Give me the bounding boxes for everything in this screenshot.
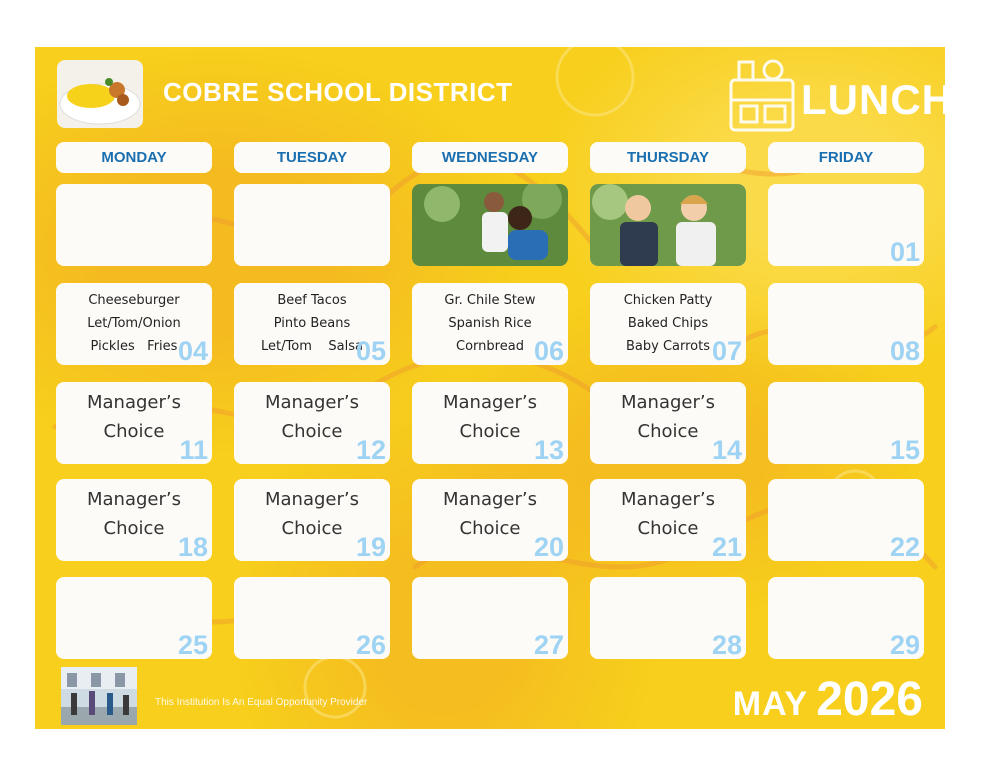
calendar-cell xyxy=(56,382,212,464)
kids-photo-cell xyxy=(590,184,746,266)
date-number: 11 xyxy=(179,435,208,465)
day-header-tuesday: TUESDAY xyxy=(234,142,390,173)
menu-line: Manager’s xyxy=(265,489,359,510)
lunch-calendar xyxy=(35,47,953,729)
menu-line: Let/Tom/Onion xyxy=(87,316,181,331)
month-year xyxy=(733,672,923,727)
school-photo xyxy=(61,667,137,725)
day-header-friday: FRIDAY xyxy=(768,142,924,173)
menu-line: Beef Tacos xyxy=(277,293,347,308)
menu-line: Baked Chips xyxy=(627,316,709,331)
menu-line: Cornbread xyxy=(456,339,524,354)
menu-line: Manager’s xyxy=(87,489,181,510)
day-header-wednesday: WEDNESDAY xyxy=(412,142,568,173)
menu-line: Manager’s xyxy=(621,392,715,413)
date-number: 13 xyxy=(533,435,564,465)
date-number: 21 xyxy=(711,532,742,562)
calendar-cell xyxy=(768,577,924,659)
menu-line: Manager’s xyxy=(621,489,715,510)
calendar-cell xyxy=(234,382,390,464)
calendar-cell xyxy=(412,382,568,464)
day-header-thursday: THURSDAY xyxy=(590,142,746,173)
lunch-title: LUNCH xyxy=(801,76,953,123)
calendar-cell xyxy=(590,577,746,659)
calendar-cell xyxy=(768,184,924,266)
menu-line: Choice xyxy=(459,421,521,442)
menu-line: Choice xyxy=(637,421,699,442)
menu-line: Spanish Rice xyxy=(448,316,532,331)
date-number: 07 xyxy=(711,336,742,366)
calendar-cell xyxy=(590,382,746,464)
menu-line: Pinto Beans xyxy=(273,316,351,331)
date-number: 22 xyxy=(889,532,920,562)
equal-opportunity-notice: This Institution Is An Equal Opportunity Provider xyxy=(155,697,368,708)
date-number: 04 xyxy=(177,336,208,366)
lunch-banner xyxy=(725,52,953,137)
menu-line: Manager’s xyxy=(87,392,181,413)
calendar-cell xyxy=(768,479,924,561)
calendar-cell xyxy=(412,479,568,561)
menu-line: Choice xyxy=(459,518,521,539)
calendar-cell xyxy=(768,382,924,464)
menu-line: Choice xyxy=(103,421,165,442)
day-header-monday: MONDAY xyxy=(56,142,212,173)
menu-line: Manager’s xyxy=(443,489,537,510)
date-number: 18 xyxy=(177,532,208,562)
menu-line: Chicken Patty xyxy=(623,293,713,308)
menu-line: Manager’s xyxy=(443,392,537,413)
calendar-cell xyxy=(56,283,212,365)
menu-line: Choice xyxy=(281,421,343,442)
calendar-cell xyxy=(234,577,390,659)
date-number: 05 xyxy=(355,336,386,366)
menu-line: Manager’s xyxy=(265,392,359,413)
lunchbox-icon xyxy=(725,52,805,137)
calendar-cell xyxy=(56,479,212,561)
date-number: 14 xyxy=(711,435,742,465)
date-number: 08 xyxy=(889,336,920,366)
date-number: 12 xyxy=(355,435,386,465)
calendar-cell xyxy=(234,283,390,365)
calendar-cell xyxy=(590,479,746,561)
menu-line: Cheeseburger xyxy=(88,293,180,308)
month-label: MAY xyxy=(732,685,809,723)
calendar-cell xyxy=(234,479,390,561)
date-number: 19 xyxy=(355,532,386,562)
district-title: COBRE SCHOOL DISTRICT xyxy=(163,77,513,107)
date-number: 26 xyxy=(355,630,386,660)
food-plate-photo xyxy=(57,60,143,128)
calendar-cell-empty xyxy=(56,184,212,266)
date-number: 06 xyxy=(533,336,564,366)
menu-line: Gr. Chile Stew xyxy=(444,293,536,308)
calendar-cell xyxy=(412,283,568,365)
menu-line: Baby Carrots xyxy=(625,339,710,354)
date-number: 29 xyxy=(889,630,920,660)
calendar-cell xyxy=(412,577,568,659)
calendar-cell xyxy=(768,283,924,365)
menu-line: Choice xyxy=(281,518,343,539)
menu-line: Choice xyxy=(637,518,699,539)
date-number: 15 xyxy=(889,435,920,465)
date-number: 20 xyxy=(533,532,564,562)
calendar-cell-empty xyxy=(234,184,390,266)
date-number: 25 xyxy=(177,630,208,660)
date-number: 28 xyxy=(711,630,742,660)
date-number: 27 xyxy=(533,630,564,660)
date-number: 01 xyxy=(889,237,920,267)
kids-photo-cell xyxy=(412,184,568,266)
year-label: 2026 xyxy=(816,673,923,726)
menu-line: Choice xyxy=(103,518,165,539)
calendar-cell xyxy=(590,283,746,365)
menu-line: Let/Tom Salsa xyxy=(261,339,363,354)
menu-line: Pickles Fries xyxy=(90,339,178,354)
calendar-cell xyxy=(56,577,212,659)
